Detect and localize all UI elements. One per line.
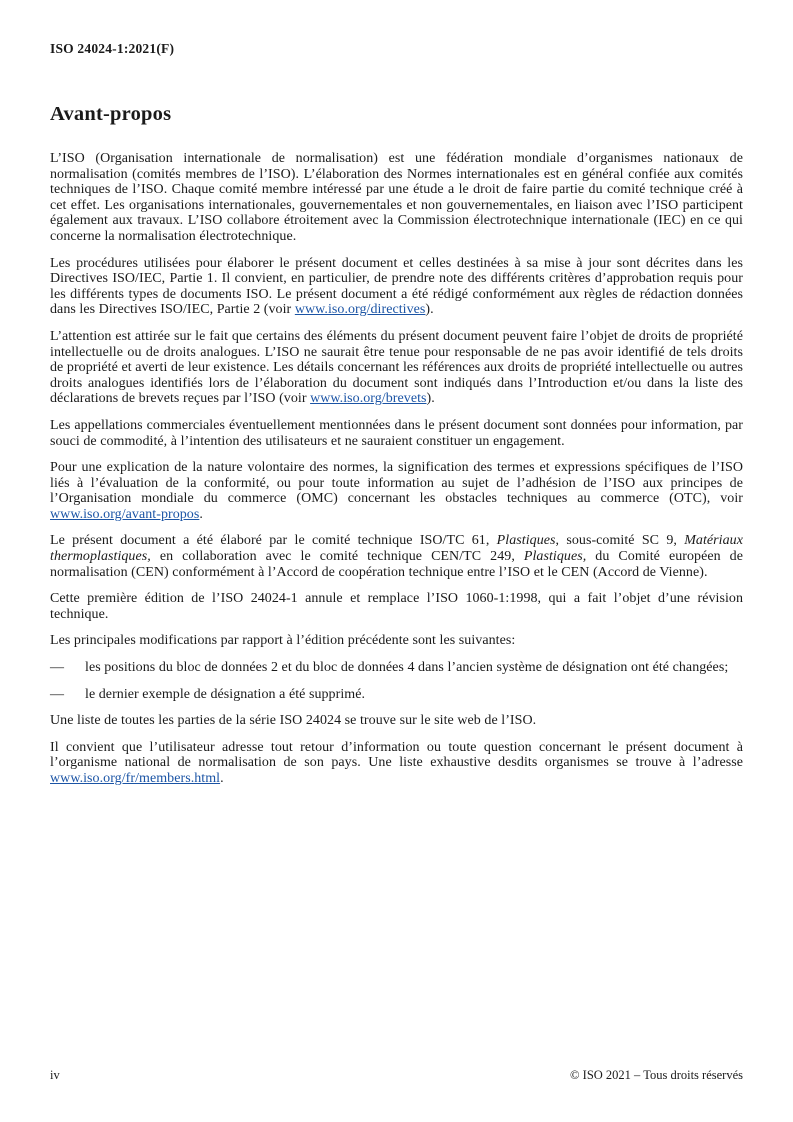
list-item-text (85, 660, 743, 676)
paragraph (50, 460, 743, 522)
text-run: , sous-comité SC 9, (555, 533, 685, 549)
text-run: du Comité européen de normalisation (CEN) conformément à l’Accord de coopération technique entre l’ISO et le CEN (Accord de Vienne). (50, 549, 743, 580)
text-run: Il convient que l’utilisateur adresse tout retour d’information ou toute question concernant le présent document à l’organisme national de normalisation de son pays. Une liste exhaustive desdits organismes se trouve à l’adresse (50, 739, 743, 771)
hyperlink[interactable]: www.iso.org/avant-propos (50, 506, 200, 522)
italic-text: Plastiques (496, 533, 556, 549)
text-run: . (199, 506, 203, 522)
text-run: ). (425, 302, 434, 318)
text-run: Une liste de toutes les parties de la série ISO 24024 se trouve sur le site web de l’ISO. (50, 713, 537, 729)
paragraph (50, 418, 743, 449)
paragraph (50, 329, 743, 407)
paragraph (50, 256, 743, 318)
text-run: L’attention est attirée sur le fait que certains des éléments du présent document peuvent faire l’objet de droits de propriété intellectuelle ou de droits analogues. L’ISO ne saurait être tenue pour responsable de ne pas avoir identifié de tels droits de propriété et averti de leur existence. Les détails concernant les références aux droits de propriété intellectuelle ou autres droits analogues identifiés lors de l’élaboration du document sont indiqués dans l’Introduction et/ou dans la liste des déclarations de brevets reçues par l’ISO (voir (50, 328, 743, 407)
text-run: Les procédures utilisées pour élaborer le présent document et celles destinées à sa mise à jour sont décrites dans les Directives ISO/IEC, Partie 1. Il convient, en particulier, de prendre note des différents critères d’approbation requis pour les différents types de documents ISO. Le présent document a été rédigé conformément aux règles de rédaction données dans les Directives ISO/IEC, Partie 2 (voir (50, 255, 743, 318)
list-item (50, 687, 743, 703)
document-reference-header: ISO 24024-1:2021(F) (50, 41, 175, 56)
paragraph (50, 591, 743, 622)
text-run: Les appellations commerciales éventuellement mentionnées dans le présent document sont données pour information, par souci de commodité, à l’intention des utilisateurs et ne sauraient constituer un engagement. (50, 417, 743, 449)
text-run: Les principales modifications par rapport à l’édition précédente sont les suivantes: (50, 633, 516, 649)
list-dash: — (50, 686, 65, 702)
copyright-notice: © ISO 2021 – Tous droits réservés (570, 1068, 743, 1082)
list-item (50, 660, 743, 676)
paragraph (50, 151, 743, 245)
hyperlink[interactable]: www.iso.org/brevets (310, 391, 427, 407)
hyperlink[interactable]: www.iso.org/fr/members.html (50, 771, 221, 786)
page-title: Avant-propos (50, 103, 172, 125)
paragraph (50, 713, 743, 729)
text-run: Le présent document a été élaboré par le comité technique ISO/TC 61, (50, 533, 497, 549)
list-item-text (85, 687, 743, 703)
text-run: . (220, 771, 224, 786)
text-run: en collaboration avec le comité technique CEN/TC 249, (150, 549, 524, 565)
page-footer (50, 1068, 743, 1083)
paragraph (50, 633, 743, 649)
hyperlink[interactable]: www.iso.org/directives (294, 302, 426, 318)
italic-text: Plastiques, (523, 549, 587, 565)
list-dash: — (50, 660, 65, 676)
text-run: Pour une explication de la nature volontaire des normes, la signification des termes et expressions spécifiques de l’ISO liés à l’évaluation de la conformité, ou pour toute information au sujet de l’adhésion de l’ISO aux principes de l’Organisation mondiale du commerce (OMC) concernant les obstacles techniques au commerce (OTC), voir (50, 460, 743, 507)
italic-text: Matériaux thermoplastiques, (50, 533, 743, 565)
paragraph (50, 533, 743, 580)
text-run: Cette première édition de l’ISO 24024-1 annule et remplace l’ISO 1060-1:1998, qui a fait l’objet d’une révision technique. (50, 591, 743, 622)
document-body (50, 151, 743, 798)
text-run: ). (426, 391, 435, 407)
text-run: le dernier exemple de désignation a été supprimé. (85, 686, 366, 702)
text-run: les positions du bloc de données 2 et du bloc de données 4 dans l’ancien système de désignation ont été changées; (85, 660, 729, 676)
paragraph (50, 740, 743, 787)
text-run: L’ISO (Organisation internationale de normalisation) est une fédération mondiale d’organismes nationaux de normalisation (comités membres de l’ISO). L’élaboration des Normes internationales est en général confiée aux comités techniques de l’ISO. Chaque comité membre intéressé par une étude a le droit de faire partie du comité technique créé à cet effet. Les organisations internationales, gouvernementales et non gouvernementales, en liaison avec l’ISO participent également aux travaux. L’ISO collabore étroitement avec la Commission électrotechnique internationale (IEC) en ce qui concerne la normalisation électrotechnique. (50, 151, 743, 244)
page-number: iv (50, 1068, 60, 1082)
